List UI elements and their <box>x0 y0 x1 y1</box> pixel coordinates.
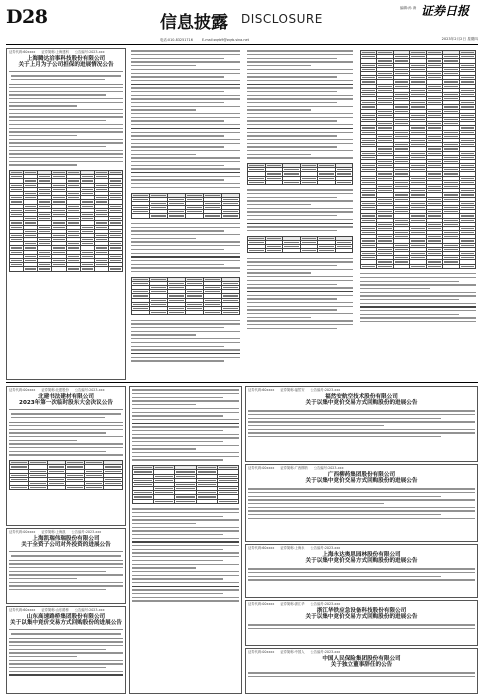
article-heading <box>7 393 125 408</box>
data-table <box>245 234 355 256</box>
column-center-upper <box>129 48 242 380</box>
article-heading <box>7 55 125 70</box>
article-title: 2023年第一次临时股东大会决议公告 <box>19 400 113 407</box>
section-title-en: DISCLOSURE <box>241 12 323 26</box>
article-header: 证券代码:00xxxx 证券简称:广西柳药 公告编号:2023-xxx <box>248 466 344 470</box>
issue-date: 2023年2月2日 星期四 <box>441 37 478 41</box>
article-heading <box>7 535 125 550</box>
data-table <box>129 191 242 221</box>
body-text <box>7 563 125 590</box>
body-text <box>129 50 242 188</box>
data-table <box>130 463 241 506</box>
body-text <box>358 273 478 322</box>
article-title: 关于以集中竞价交易方式回购股份的进展公告 <box>10 620 122 627</box>
article-header: 证券代码:00xxxx 证券简称:上海凯 公告编号:2023-xxx <box>9 530 102 534</box>
newspaper-logo: 证券日报 <box>421 4 470 18</box>
section-divider <box>6 382 478 383</box>
email: E-mail:zqrb9@zqrb.sina.net <box>201 38 249 42</box>
company-name: 浙江华铁应急设备科技股份有限公司 <box>316 608 407 614</box>
article-mid-left <box>6 386 126 526</box>
board-notice <box>9 409 123 423</box>
article-right-4 <box>245 600 478 646</box>
board-notice <box>9 629 123 639</box>
article-header: 证券代码:60xxxx 证券简称:福然安 公告编号:2023-xxx <box>248 388 341 392</box>
article-lower-center <box>129 386 242 694</box>
body-text <box>130 508 241 601</box>
body-text <box>245 189 355 231</box>
masthead <box>0 0 484 46</box>
company-name: 山东高速路桥集团股份有限公司 <box>26 614 106 620</box>
company-name: 上海凯瑞伟瑞股份有限公司 <box>32 536 100 542</box>
article-heading <box>246 551 477 566</box>
body-text <box>7 87 125 166</box>
page-number: D28 <box>6 6 48 28</box>
body-text <box>245 50 355 158</box>
contact-line <box>160 37 478 42</box>
company-name: 上海永达奥思园林股份有限公司 <box>322 552 401 558</box>
column-right-upper <box>358 48 478 380</box>
article-title: 关于以集中竞价交易方式回购股份的进展公告 <box>305 614 418 621</box>
body-text <box>129 320 242 362</box>
article-header: 证券代码:60xxxx 证券简称:山东路桥 公告编号:2023-xxx <box>9 608 105 612</box>
masthead-rule <box>6 44 478 45</box>
board-notice <box>9 71 123 85</box>
article-right-1 <box>245 386 478 462</box>
data-table <box>129 275 242 318</box>
article-header: 证券代码:60xxxx 证券简称:上海建科 公告编号:2023-xxx <box>9 50 105 54</box>
vote-table <box>7 458 125 492</box>
article-title: 关于以集中竞价交易方式回购股份的进展公告 <box>305 478 418 485</box>
article-header: 证券代码:60xxxx 证券简称:上海永 公告编号:2023-xxx <box>248 546 341 550</box>
phone: 电话:010-83251716 <box>160 38 193 42</box>
article-header: 证券代码:00xxxx 证券简称:浙江华 公告编号:2023-xxx <box>248 602 341 606</box>
article-right-3 <box>245 544 478 598</box>
body-text <box>246 488 477 519</box>
company-name: 广西柳药集团股份有限公司 <box>327 472 396 478</box>
article-title: 关于独立董事辞任的公告 <box>330 662 393 669</box>
body-text <box>7 641 125 675</box>
article-right-5 <box>245 648 478 694</box>
guarantee-table <box>7 168 125 274</box>
article-title: 关于全资子公司对外投资的进展公告 <box>21 542 111 549</box>
article-heading <box>246 471 477 486</box>
body-text <box>130 389 241 460</box>
body-text <box>246 624 477 629</box>
article-header: 证券代码:00xxxx 证券简称:北建股份 公告编号:2023-xxx <box>9 388 105 392</box>
section-title: 信息披露 <box>160 13 228 33</box>
company-name: 福然安航空技术股份有限公司 <box>325 394 398 400</box>
body-text <box>7 425 125 456</box>
data-table <box>358 48 478 271</box>
article-right-2 <box>245 464 478 542</box>
body-text <box>246 568 477 580</box>
board-notice <box>9 551 123 561</box>
company-name: 北建书法建材有限公司 <box>38 394 94 400</box>
article-title: 关于以集中竞价交易方式回购股份的进展公告 <box>305 400 418 407</box>
body-text <box>246 672 477 677</box>
article-header: 证券代码:00xxxx 证券简称:中国人 公告编号:2023-xxx <box>248 650 341 654</box>
body-text <box>246 410 477 437</box>
body-text <box>245 258 355 329</box>
data-table <box>245 161 355 187</box>
article-top-left <box>6 48 126 380</box>
column-center-right-upper <box>245 48 355 380</box>
article-lower-left-1 <box>6 528 126 604</box>
company-name: 中国人民保险集团股份有限公司 <box>322 656 401 662</box>
editor-credit: 编辑:孙 涛 <box>400 6 417 10</box>
company-name: 上海腾达洽事科技股份有限公司 <box>26 56 106 62</box>
article-heading <box>246 607 477 622</box>
article-title: 关于上月为子公司担保的进展情况公告 <box>18 62 114 69</box>
article-heading <box>7 613 125 628</box>
article-heading <box>246 393 477 408</box>
body-text <box>129 223 242 272</box>
article-lower-left-2 <box>6 606 126 694</box>
article-heading <box>246 655 477 670</box>
article-title: 关于以集中竞价交易方式回购股份的进展公告 <box>305 558 418 565</box>
